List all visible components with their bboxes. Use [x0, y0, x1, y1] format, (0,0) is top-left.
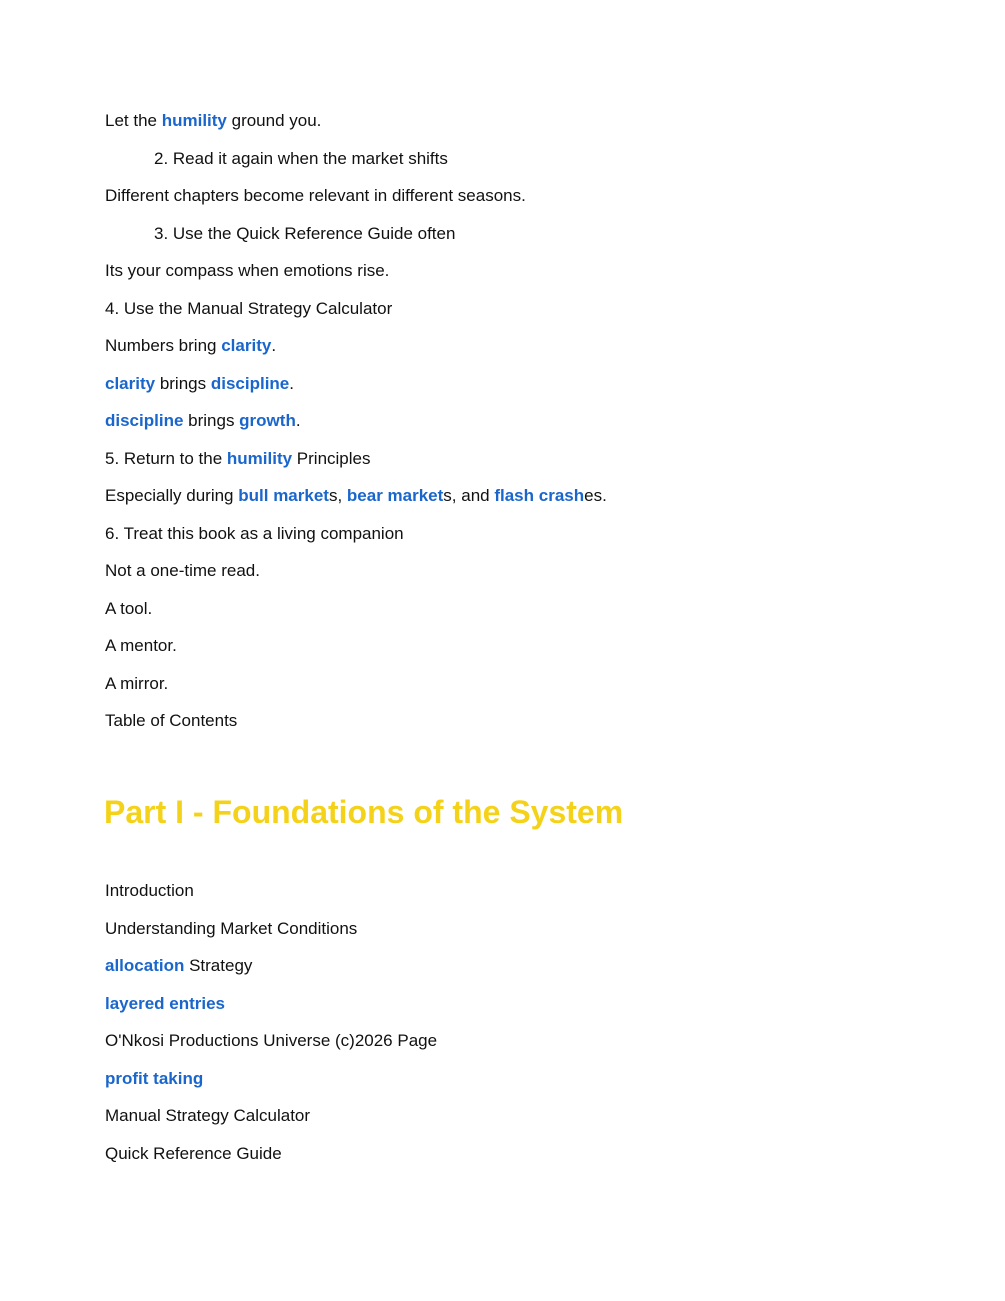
- toc-entry: [105, 1060, 437, 1098]
- keyword-highlight: layered entries: [105, 993, 226, 1013]
- text-segment: Especially during: [105, 486, 239, 505]
- paragraph-line: [105, 102, 607, 140]
- text-segment: brings: [155, 373, 211, 393]
- paragraph-line: [105, 590, 607, 628]
- paragraph-line: [105, 177, 607, 215]
- toc-entry: [105, 1022, 437, 1060]
- text-segment: s, and: [443, 486, 495, 505]
- text-segment: 3. Use the Quick Reference Guide often: [154, 223, 456, 243]
- paragraph-line: [105, 702, 607, 740]
- toc-entry: [105, 1135, 437, 1173]
- keyword-highlight: discipline: [105, 411, 184, 430]
- keyword-highlight: bull market: [238, 486, 329, 505]
- keyword-highlight: flash crash: [494, 486, 585, 505]
- text-segment: Introduction: [105, 881, 194, 900]
- text-segment: O'Nkosi Productions Universe (c)2026 Page: [105, 1031, 438, 1050]
- text-segment: .: [271, 336, 277, 355]
- text-segment: A tool.: [105, 598, 153, 618]
- toc-entry: [105, 985, 437, 1023]
- paragraph-line: [105, 215, 607, 253]
- text-segment: brings: [183, 411, 240, 430]
- paragraph-line: [105, 477, 607, 515]
- keyword-highlight: bear market: [346, 486, 444, 505]
- text-segment: A mentor.: [105, 636, 177, 655]
- text-segment: Understanding Market Conditions: [105, 918, 358, 938]
- keyword-highlight: humility: [161, 111, 227, 130]
- paragraph-line: [105, 252, 607, 290]
- part-heading: Part I - Foundations of the System: [104, 794, 624, 830]
- text-segment: 4. Use the Manual Strategy Calculator: [105, 298, 393, 318]
- paragraph-line: [105, 402, 607, 440]
- toc-entry: [105, 910, 437, 948]
- paragraph-line: [105, 627, 607, 665]
- keyword-highlight: clarity: [221, 336, 272, 355]
- paragraph-line: [105, 290, 607, 328]
- paragraph-line: [105, 440, 607, 478]
- paragraph-line: [105, 327, 607, 365]
- text-segment: Numbers bring: [105, 336, 222, 355]
- keyword-highlight: discipline: [210, 373, 290, 393]
- text-segment: Not a one-time read.: [105, 561, 260, 580]
- toc-entry: [105, 1097, 437, 1135]
- intro-section: [105, 102, 607, 740]
- text-segment: Let the: [105, 111, 162, 130]
- text-segment: 2. Read it again when the market shifts: [154, 148, 448, 168]
- text-segment: es.: [584, 486, 607, 505]
- keyword-highlight: clarity: [105, 373, 156, 393]
- text-segment: s,: [328, 486, 347, 505]
- keyword-highlight: profit taking: [105, 1068, 204, 1088]
- text-segment: Principles: [292, 448, 371, 468]
- text-segment: .: [295, 411, 301, 430]
- text-segment: 5. Return to the: [105, 448, 227, 468]
- text-segment: Quick Reference Guide: [105, 1143, 282, 1163]
- text-segment: Manual Strategy Calculator: [105, 1106, 311, 1125]
- keyword-highlight: growth: [239, 411, 296, 430]
- paragraph-line: [105, 515, 607, 553]
- table-of-contents-list: [105, 872, 437, 1172]
- text-segment: Different chapters become relevant in different seasons.: [105, 186, 526, 205]
- toc-entry: [105, 872, 437, 910]
- text-segment: Strategy: [184, 956, 253, 975]
- paragraph-line: [105, 140, 607, 178]
- text-segment: A mirror.: [105, 673, 169, 693]
- paragraph-line: [105, 365, 607, 403]
- paragraph-line: [105, 665, 607, 703]
- text-segment: ground you.: [226, 111, 322, 130]
- text-segment: 6. Treat this book as a living companion: [105, 523, 404, 543]
- paragraph-line: [105, 552, 607, 590]
- text-segment: Its your compass when emotions rise.: [105, 261, 390, 280]
- toc-entry: [105, 947, 437, 985]
- text-segment: .: [289, 373, 294, 393]
- keyword-highlight: humility: [226, 448, 293, 468]
- keyword-highlight: allocation: [105, 956, 185, 975]
- text-segment: Table of Contents: [105, 711, 238, 730]
